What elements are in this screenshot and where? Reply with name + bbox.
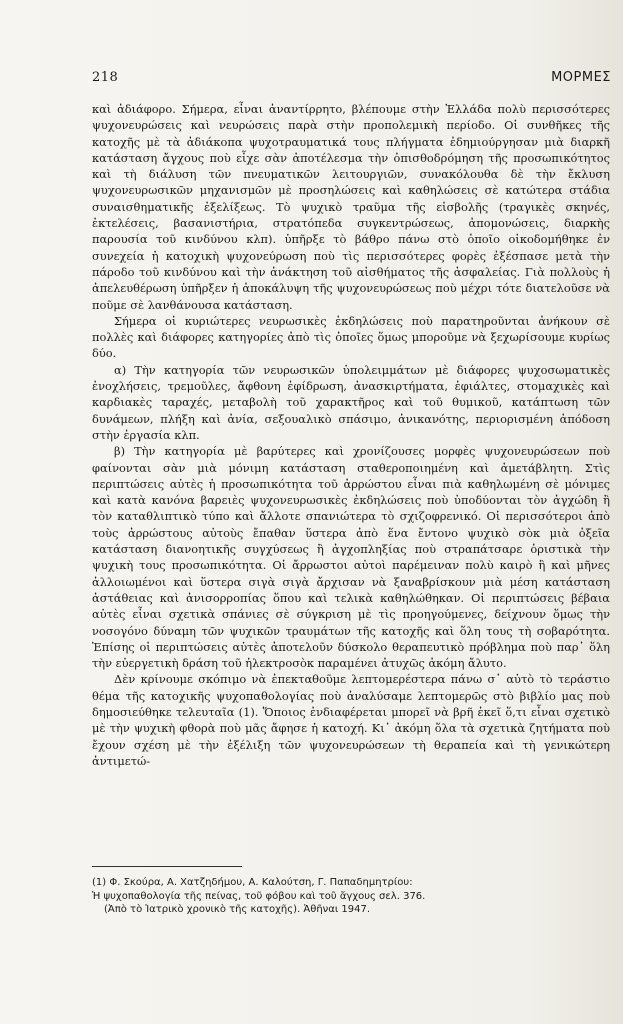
paragraph-2: Σήμερα οἱ κυριώτερες νευρωσικὲς ἐκδηλώσεις ποὺ παρατηροῦνται ἀνήκουν σὲ πολλὲς καὶ διάφορες κατηγορίες ἀπὸ τὶς ὁποῖες ὅμως μποροῦμε νὰ ξεχωρίσουμε κυρίως δύο. (92, 313, 610, 361)
body-text (92, 101, 610, 769)
footnote-divider (92, 866, 242, 867)
paragraph-4-category-b: β) Τὴν κατηγορία μὲ βαρύτερες καὶ χρονίζουσες μορφὲς ψυχονευρώσεων ποὺ φαίνονται σὰν μιὰ μόνιμη κατάσταση σταθεροποιημένη καὶ ἀμετάβλητη. Στὶς περιπτώσεις αὐτὲς ἡ προσωπικότητα τοῦ ἀρρώστου εἶναι πιὰ καθηλωμένη σὲ μόνιμες καὶ κατὰ κανόνα βαρειὲς ψυχονευρωσικὲς ἐκδηλώσεις ποὺ ὑποδύονται τὸν ἀγχώδη ἢ τὸν καταθλιπτικὸ τύπο καὶ ἄλλοτε σπανιώτερα τὸ σχιζοφρενικό. Οἱ περισσότεροι ἀπὸ τοὺς ἀρρώστους αὐτοὺς ἔπαθαν ὕστερα ἀπὸ ἕνα ἔντονο ψυχικὸ σὸκ μιὰ ὀξεῖα κατάσταση διανοητικῆς συγχύσεως ἢ ἀγχοπληξίας ποὺ στραπάτσαρε ὁριστικὰ τὴν ψυχικὴ τους προσωπικότητα. Οἱ ἄρρωστοι αὐτοὶ παρέμειναν πολὺ καιρὸ ἢ καὶ μῆνες ἀλλοιωμένοι καὶ ὕστερα σιγὰ σιγὰ ἄρχισαν νὰ ξαναβρίσκουν μιὰ μέση κατάσταση ἀστάθειας καὶ ἀνισορροπίας ὅπου καὶ τελικὰ καθηλώθηκαν. Οἱ περιπτώσεις βέβαια αὐτὲς εἶναι σχετικὰ σπάνιες σὲ σύγκριση μὲ τὶς προηγούμενες, δείχνουν ὅμως τὴν νοσογόνο δύναμη τῶν ψυχικῶν τραυμάτων τῆς κατοχῆς καὶ ὅλη τους τὴ σοβαρότητα. Ἐπίσης οἱ περιπτώσεις αὐτὲς ἀποτελοῦν δύσκολο θεραπευτικὸ πρόβλημα ποὺ παρ᾿ ὅλη τὴν εὐεργετικὴ δράση τοῦ ἠλεκτροσὸκ παραμένει ἀτυχῶς ἀκόμη ἄλυτο. (92, 444, 610, 671)
paragraph-5: Δὲν κρίνουμε σκόπιμο νὰ ἐπεκταθοῦμε λεπτομερέστερα πάνω σ᾿ αὐτὸ τὸ τεράστιο θέμα τῆς κατοχικῆς ψυχοπαθολογίας ποὺ ἀναλύσαμε λεπτομερῶς στὸ βιβλίο μας ποὺ δημοσιεύθηκε τελευταῖα (1). Ὅποιος ἐνδιαφέρεται μπορεῖ νὰ βρῆ ἐκεῖ ὅ,τι εἶναι σχετικὸ μὲ τὴν ψυχικὴ φθορὰ ποὺ μᾶς ἄφησε ἡ κατοχή. Κι᾿ ἀκόμη ὅλα τὰ σχετικὰ ζητήματα ποὺ ἔχουν σχέση μὲ τὴν ἐξέλιξη τῶν ψυχονευρώσεων τὴ θεραπεία καὶ τὴ γενικώτερη ἀντιμετώ- (92, 672, 610, 768)
footnote (92, 876, 562, 917)
paragraph-3-category-a: α) Τὴν κατηγορία τῶν νευρωσικῶν ὑπολειμμάτων μὲ διάφορες ψυχοσωματικὲς ἐνοχλήσεις, τρεμοῦλες, ἄφθονη ἐφίδρωση, ἀνασκιρτήματα, ἐφιάλτες, στομαχικὲς καὶ καρδιακὲς ταραχές, μεταβολὴ τοῦ χαρακτῆρος καὶ τοῦ θυμικοῦ, κατάπτωση τῶν δυνάμεων, πλήξη καὶ ἀνία, σεξουαλικὸ σπάσιμο, ἀνικανότης, περιορισμένη ἀπόδοση στὴν ἐργασία κλπ. (92, 362, 610, 442)
footnote-line-3: (Ἀπὸ τὸ Ἰατρικὸ χρονικὸ τῆς κατοχῆς). Ἀθῆναι 1947. (104, 904, 371, 915)
page-number: 218 (92, 70, 119, 85)
footnote-line-2: Ἡ ψυχοπαθολογία τῆς πείνας, τοῦ φόβου καὶ τοῦ ἄγχους σελ. 376. (92, 890, 426, 902)
paragraph-1: καὶ ἀδιάφορο. Σήμερα, εἶναι ἀναντίρρητο, βλέπουμε στὴν Ἑλλάδα πολὺ περισσότερες ψυχονευρώσεις καὶ νευρώσεις παρὰ στὴν προπολεμικὴ περίοδο. Οἱ συνθῆκες τῆς κατοχῆς μὲ τὰ ἀδιάκοπα ψυχοτραυματικά τους πλήγματα ἐδημιούργησαν μιὰ διαρκῆ κατάσταση ἄγχους ποὺ εἶχε σὰν ἀποτέλεσμα τὴν ὀπισθοδρόμηση τῆς προσωπικότητος καὶ τὴ διάλυση τῶν πνευματικῶν λειτουργιῶν, συνακόλουθα δὲ τὴν ἔκλυση ψυχονευρωσικῶν μηχανισμῶν μὲ προσηλώσεις καὶ καθηλώσεις σὲ κατώτερα στάδια συναισθηματικῆς ἐξελίξεως. Τὸ ψυχικὸ τραῦμα τῆς εἰσβολῆς (τραγικὲς σκηνές, ἐκτελέσεις, βασανιστήρια, στρατόπεδα συγκεντρώσεως, ἀπομονώσεις, διαρκὴς παρουσία τοῦ κινδύνου κλπ). ὑπῆρξε τὸ βάθρο πάνω στὸ ὁποῖο οἰκοδομήθηκε ἐν συνεχεία ἡ κατοχικὴ ψυχονεύρωση ποὺ τὶς περισσότερες φορὲς ἐξέσπασε μετὰ τὴν πάροδο τοῦ κινδύνου καὶ τὴν ἀνάκτηση τοῦ αἰσθήματος τῆς ἀσφαλείας. Γιὰ πολλοὺς ἡ ἀπελευθέρωση ὑπῆρξεν ἡ ἀποκάλυψη τῆς ψυχονευρώσεως ποὺ μέχρι τότε διατελοῦσε νὰ ποῦμε σὲ λανθάνουσα κατάσταση. (92, 102, 610, 312)
footnote-line-1: (1) Φ. Σκούρα, Α. Χατζηδήμου, Α. Καλούτση, Γ. Παπαδημητρίου: (92, 877, 413, 888)
running-title: ΜΟΡΜΕΣ (551, 70, 611, 85)
